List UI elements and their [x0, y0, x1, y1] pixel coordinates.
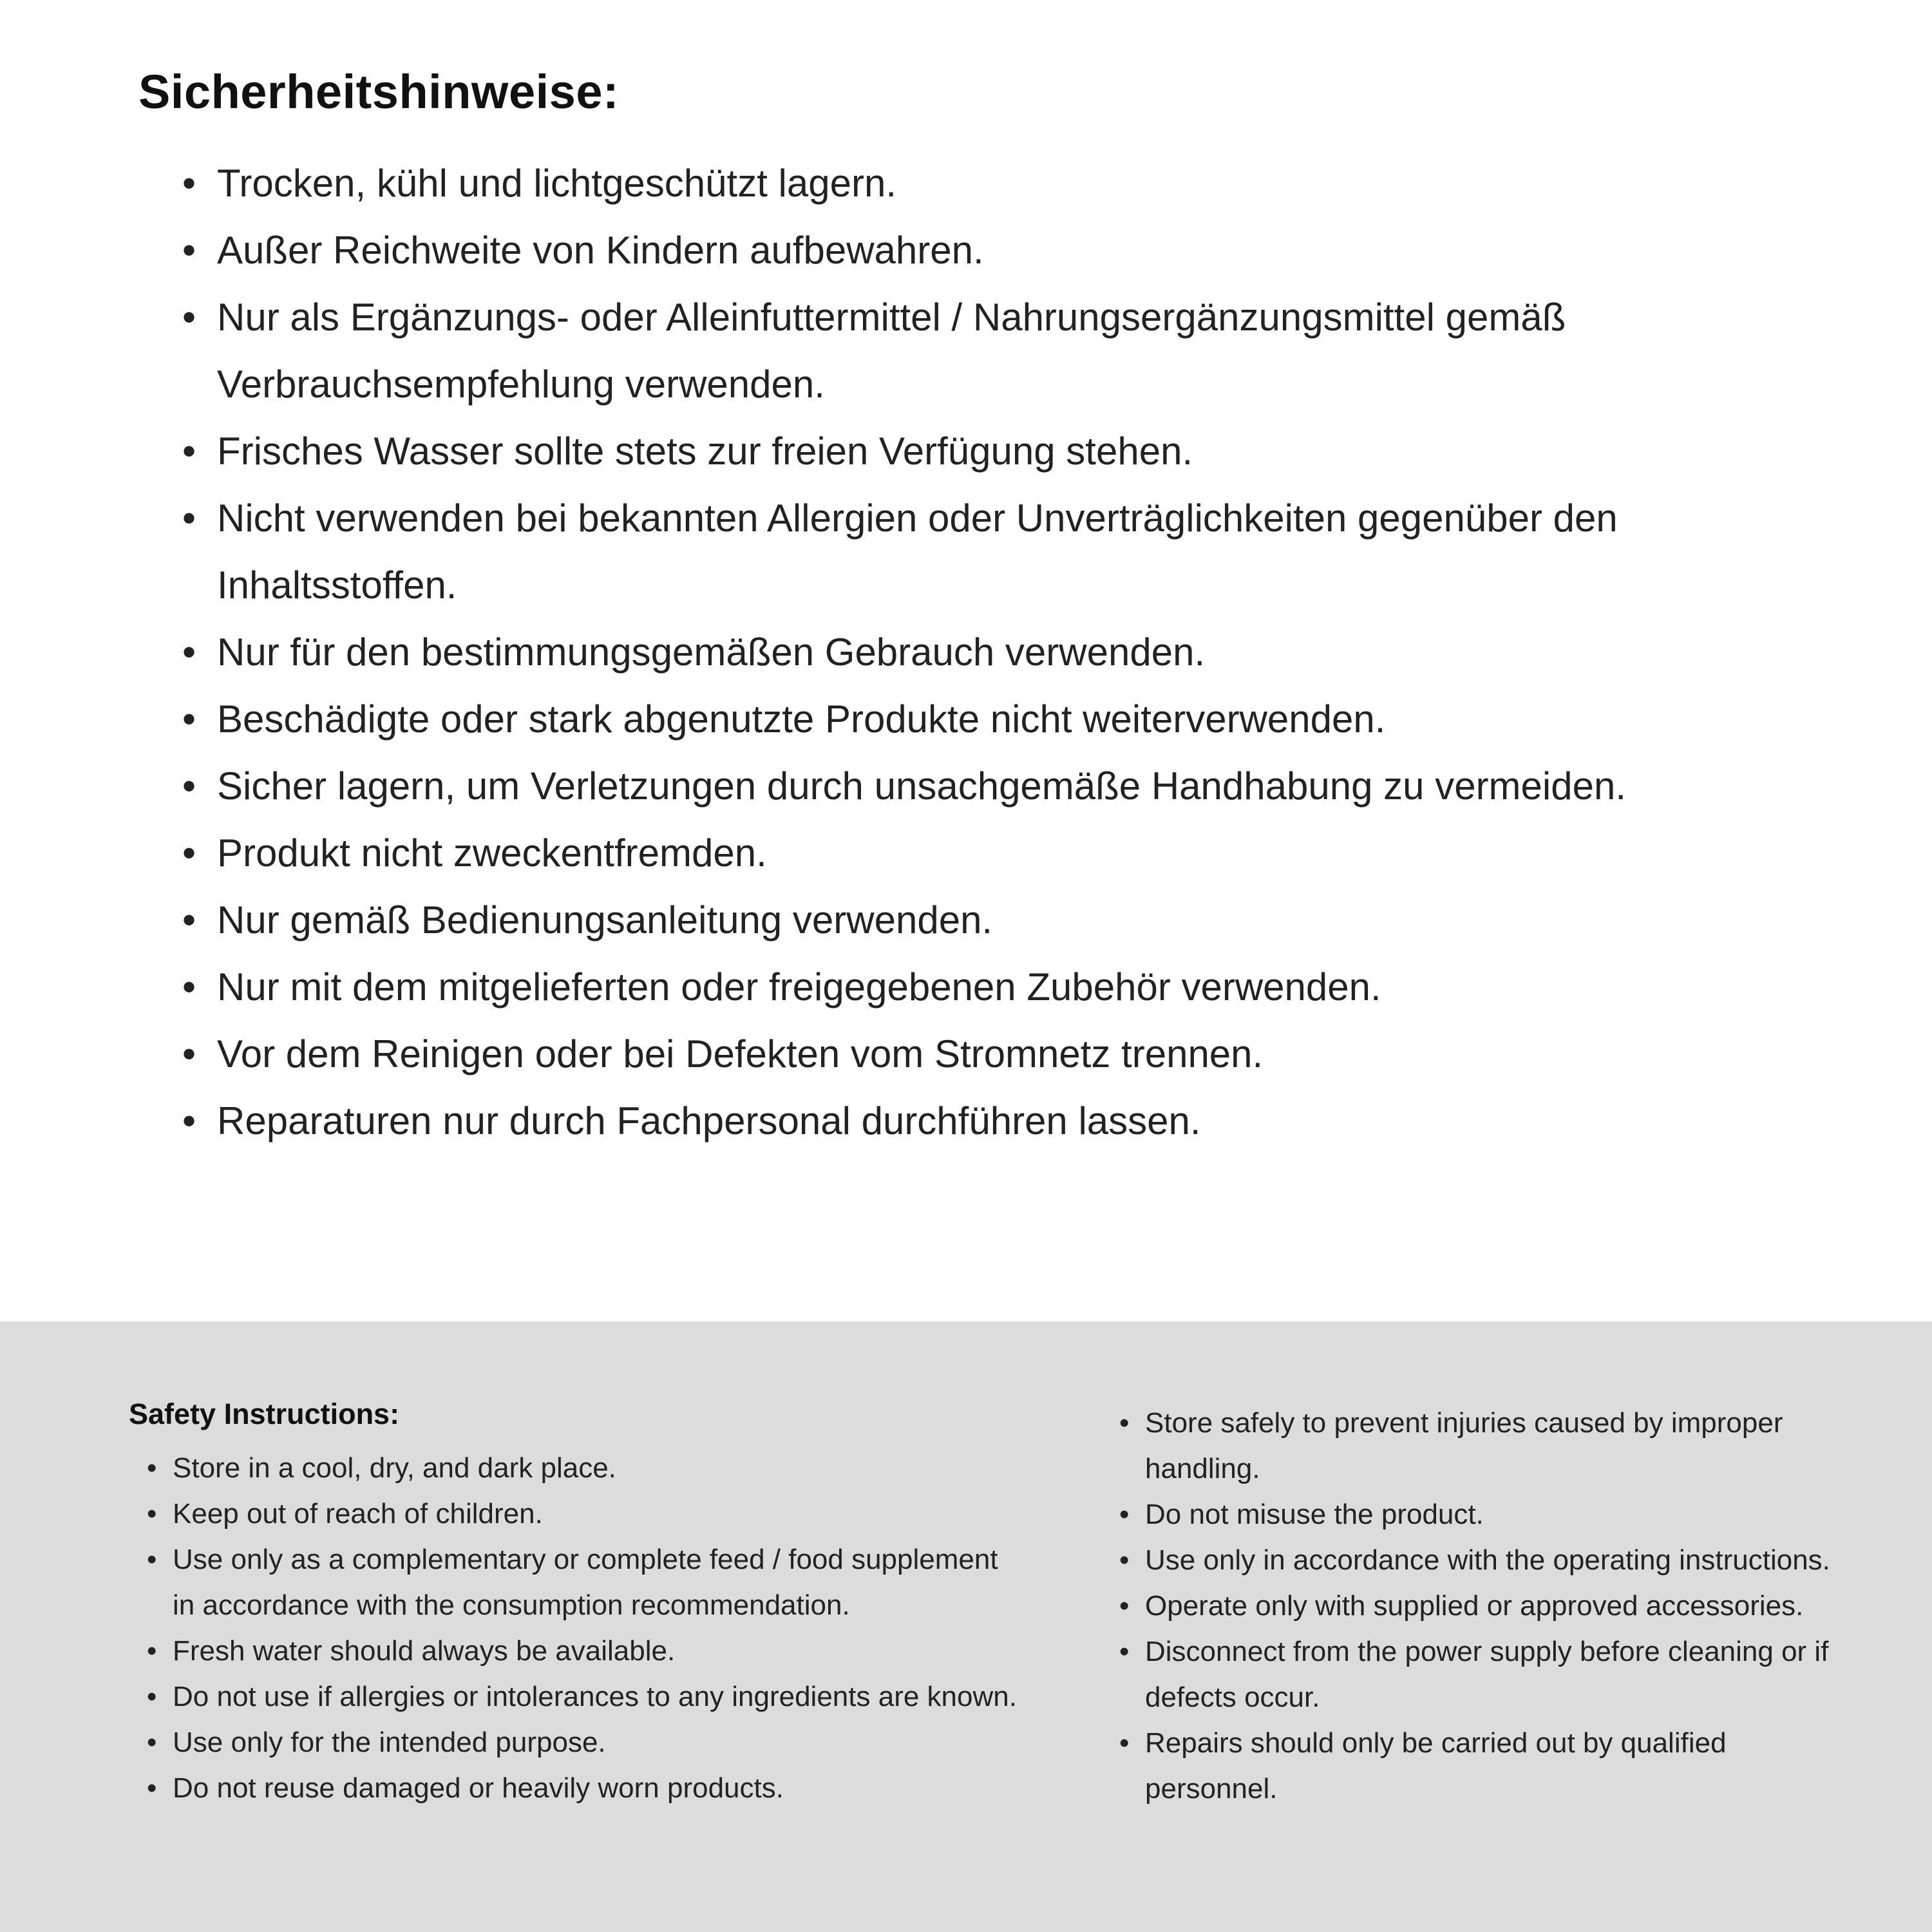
english-section: [0, 1321, 1932, 1932]
list-item: • Store safely to prevent injuries caused by improper handling.: [1119, 1400, 1861, 1492]
list-item: • Use only in accordance with the operating instructions.: [1119, 1537, 1861, 1583]
list-item: • Produkt nicht zweckentfremden.: [182, 820, 1689, 887]
list-item: • Nur als Ergänzungs- oder Alleinfuttermittel / Nahrungsergänzungsmittel gemäß Verbrauchsempfehlung verwenden.: [182, 284, 1689, 418]
english-section-title: Safety Instructions:: [129, 1397, 400, 1430]
list-item: • Nur mit dem mitgelieferten oder freigegebenen Zubehör verwenden.: [182, 954, 1689, 1021]
list-item: • Fresh water should always be available.: [147, 1628, 1024, 1674]
list-item: • Trocken, kühl und lichtgeschützt lagern.: [182, 150, 1689, 217]
list-item: • Beschädigte oder stark abgenutzte Produkte nicht weiterverwenden.: [182, 686, 1689, 753]
list-item: • Operate only with supplied or approved accessories.: [1119, 1583, 1861, 1629]
list-item: • Repairs should only be carried out by qualified personnel.: [1119, 1720, 1861, 1812]
german-section-title: Sicherheitshinweise:: [138, 65, 620, 118]
german-instructions-list: [138, 150, 1689, 1155]
list-item: • Außer Reichweite von Kindern aufbewahren.: [182, 217, 1689, 284]
list-item: • Frisches Wasser sollte stets zur freien Verfügung stehen.: [182, 418, 1689, 485]
english-instructions-list-right: [1101, 1400, 1861, 1812]
list-item: • Nur für den bestimmungsgemäßen Gebrauch verwenden.: [182, 619, 1689, 686]
list-item: • Reparaturen nur durch Fachpersonal durchführen lassen.: [182, 1088, 1689, 1155]
list-item: • Nicht verwenden bei bekannten Allergien oder Unverträglichkeiten gegenüber den Inhaltsstoffen.: [182, 485, 1689, 619]
english-instructions-list-left: [129, 1445, 1024, 1811]
list-item: • Sicher lagern, um Verletzungen durch unsachgemäße Handhabung zu vermeiden.: [182, 753, 1689, 820]
list-item: • Do not misuse the product.: [1119, 1492, 1861, 1537]
english-right-column: [1101, 1397, 1861, 1932]
list-item: • Use only as a complementary or complete feed / food supplement in accordance with the consumption recommendation.: [147, 1537, 1024, 1628]
list-item: • Nur gemäß Bedienungsanleitung verwenden.: [182, 887, 1689, 954]
list-item: • Store in a cool, dry, and dark place.: [147, 1445, 1024, 1491]
list-item: • Do not use if allergies or intolerances to any ingredients are known.: [147, 1674, 1024, 1719]
list-item: • Use only for the intended purpose.: [147, 1719, 1024, 1765]
list-item: • Vor dem Reinigen oder bei Defekten vom Stromnetz trennen.: [182, 1021, 1689, 1088]
english-left-column: [129, 1397, 1024, 1932]
list-item: • Do not reuse damaged or heavily worn products.: [147, 1765, 1024, 1811]
list-item: • Keep out of reach of children.: [147, 1491, 1024, 1537]
list-item: • Disconnect from the power supply before cleaning or if defects occur.: [1119, 1629, 1861, 1720]
